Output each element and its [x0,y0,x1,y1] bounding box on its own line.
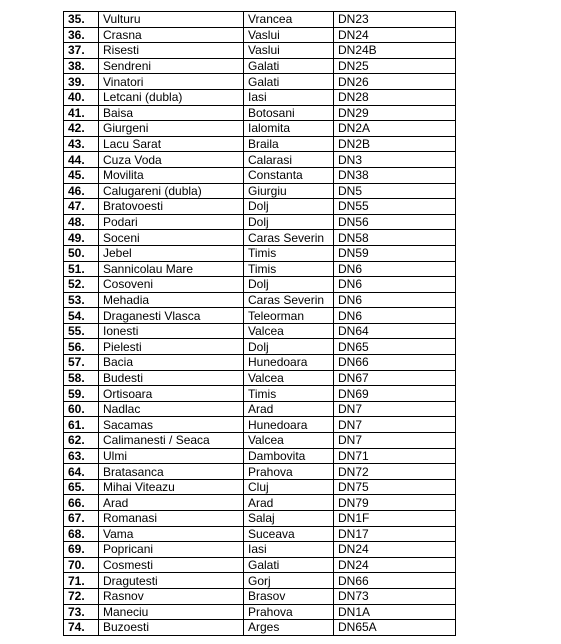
county-cell: Caras Severin [244,230,334,246]
road-cell: DN6 [334,292,456,308]
table-row [64,43,456,59]
locality-cell: Bratovoesti [99,199,244,215]
table-row [64,370,456,386]
locality-cell: Vinatori [99,74,244,90]
locality-cell: Dragutesti [99,573,244,589]
county-cell: Timis [244,245,334,261]
locality-cell: Budesti [99,370,244,386]
county-cell: Calarasi [244,152,334,168]
row-number-cell: 64. [64,464,99,480]
road-cell: DN3 [334,152,456,168]
table-row [64,245,456,261]
row-number-cell: 68. [64,526,99,542]
road-cell: DN58 [334,230,456,246]
locality-cell: Romanasi [99,511,244,527]
row-number-cell: 54. [64,308,99,324]
table-row [64,292,456,308]
locality-cell: Podari [99,214,244,230]
road-cell: DN23 [334,12,456,28]
table-row [64,339,456,355]
county-cell: Valcea [244,433,334,449]
row-number-cell: 58. [64,370,99,386]
county-cell: Galati [244,74,334,90]
row-number-cell: 71. [64,573,99,589]
table-row [64,323,456,339]
row-number-cell: 53. [64,292,99,308]
table-row [64,183,456,199]
table-row [64,464,456,480]
road-cell: DN29 [334,105,456,121]
row-number-cell: 52. [64,277,99,293]
row-number-cell: 74. [64,620,99,636]
table-row [64,308,456,324]
table-row [64,588,456,604]
row-number-cell: 73. [64,604,99,620]
locality-cell: Lacu Sarat [99,136,244,152]
county-cell: Timis [244,261,334,277]
locality-cell: Ionesti [99,323,244,339]
row-number-cell: 57. [64,355,99,371]
county-cell: Valcea [244,370,334,386]
road-cell: DN17 [334,526,456,542]
table-row [64,167,456,183]
table-row [64,199,456,215]
county-cell: Brasov [244,588,334,604]
row-number-cell: 65. [64,479,99,495]
road-cell: DN75 [334,479,456,495]
row-number-cell: 35. [64,12,99,28]
table-row [64,542,456,558]
row-number-cell: 50. [64,245,99,261]
locality-cell: Movilita [99,167,244,183]
road-cell: DN2B [334,136,456,152]
table-row [64,121,456,137]
road-cell: DN24 [334,557,456,573]
locality-cell: Vama [99,526,244,542]
row-number-cell: 45. [64,167,99,183]
locality-cell: Maneciu [99,604,244,620]
road-cell: DN66 [334,573,456,589]
row-number-cell: 49. [64,230,99,246]
table-row [64,74,456,90]
road-cell: DN72 [334,464,456,480]
row-number-cell: 61. [64,417,99,433]
county-cell: Vrancea [244,12,334,28]
locality-cell: Ortisoara [99,386,244,402]
row-number-cell: 51. [64,261,99,277]
table-row [64,417,456,433]
locality-cell: Buzoesti [99,620,244,636]
locality-cell: Pielesti [99,339,244,355]
table-row [64,604,456,620]
county-cell: Caras Severin [244,292,334,308]
road-cell: DN7 [334,401,456,417]
table-row [64,511,456,527]
table-body [64,12,456,636]
row-number-cell: 66. [64,495,99,511]
table-row [64,401,456,417]
county-cell: Botosani [244,105,334,121]
county-cell: Vaslui [244,43,334,59]
table-row [64,58,456,74]
row-number-cell: 42. [64,121,99,137]
locality-cell: Soceni [99,230,244,246]
road-cell: DN24B [334,43,456,59]
county-cell: Dolj [244,214,334,230]
road-cell: DN64 [334,323,456,339]
locality-cell: Cuza Voda [99,152,244,168]
county-cell: Vaslui [244,27,334,43]
row-number-cell: 59. [64,386,99,402]
locality-cell: Crasna [99,27,244,43]
road-cell: DN69 [334,386,456,402]
table-row [64,277,456,293]
county-cell: Prahova [244,604,334,620]
locality-cell: Jebel [99,245,244,261]
road-cell: DN5 [334,183,456,199]
table-row [64,89,456,105]
road-cell: DN28 [334,89,456,105]
road-cell: DN6 [334,277,456,293]
row-number-cell: 47. [64,199,99,215]
row-number-cell: 70. [64,557,99,573]
table-row [64,136,456,152]
county-cell: Galati [244,58,334,74]
road-cell: DN79 [334,495,456,511]
road-cell: DN7 [334,417,456,433]
county-cell: Suceava [244,526,334,542]
data-table [63,11,456,636]
road-cell: DN6 [334,308,456,324]
table-row [64,386,456,402]
road-cell: DN24 [334,542,456,558]
road-cell: DN73 [334,588,456,604]
road-cell: DN24 [334,27,456,43]
road-cell: DN66 [334,355,456,371]
road-cell: DN65A [334,620,456,636]
row-number-cell: 46. [64,183,99,199]
table-row [64,355,456,371]
road-cell: DN1F [334,511,456,527]
locality-cell: Sacamas [99,417,244,433]
county-cell: Braila [244,136,334,152]
table-row [64,27,456,43]
row-number-cell: 36. [64,27,99,43]
row-number-cell: 41. [64,105,99,121]
road-cell: DN65 [334,339,456,355]
county-cell: Ialomita [244,121,334,137]
table-row [64,495,456,511]
locality-cell: Popricani [99,542,244,558]
locality-cell: Calugareni (dubla) [99,183,244,199]
county-cell: Arad [244,495,334,511]
row-number-cell: 69. [64,542,99,558]
county-cell: Salaj [244,511,334,527]
locality-cell: Vulturu [99,12,244,28]
row-number-cell: 63. [64,448,99,464]
county-cell: Iasi [244,542,334,558]
table-row [64,573,456,589]
locality-cell: Sendreni [99,58,244,74]
row-number-cell: 37. [64,43,99,59]
county-cell: Valcea [244,323,334,339]
row-number-cell: 40. [64,89,99,105]
locality-cell: Arad [99,495,244,511]
county-cell: Hunedoara [244,417,334,433]
locality-cell: Ulmi [99,448,244,464]
road-cell: DN2A [334,121,456,137]
table-row [64,526,456,542]
table-row [64,620,456,636]
table-row [64,152,456,168]
county-cell: Timis [244,386,334,402]
row-number-cell: 38. [64,58,99,74]
row-number-cell: 44. [64,152,99,168]
row-number-cell: 72. [64,588,99,604]
table-row [64,214,456,230]
table-row [64,105,456,121]
road-cell: DN7 [334,433,456,449]
county-cell: Prahova [244,464,334,480]
row-number-cell: 55. [64,323,99,339]
table-row [64,230,456,246]
county-cell: Arges [244,620,334,636]
locality-cell: Giurgeni [99,121,244,137]
road-cell: DN67 [334,370,456,386]
row-number-cell: 56. [64,339,99,355]
locality-cell: Calimanesti / Seaca [99,433,244,449]
locality-cell: Nadlac [99,401,244,417]
road-cell: DN1A [334,604,456,620]
road-cell: DN6 [334,261,456,277]
county-cell: Hunedoara [244,355,334,371]
county-cell: Galati [244,557,334,573]
county-cell: Dolj [244,339,334,355]
locality-cell: Baisa [99,105,244,121]
row-number-cell: 67. [64,511,99,527]
county-cell: Teleorman [244,308,334,324]
locality-cell: Letcani (dubla) [99,89,244,105]
road-cell: DN56 [334,214,456,230]
locality-cell: Rasnov [99,588,244,604]
locality-cell: Draganesti Vlasca [99,308,244,324]
table-row [64,261,456,277]
table-row [64,557,456,573]
locality-cell: Risesti [99,43,244,59]
county-cell: Dolj [244,277,334,293]
road-cell: DN26 [334,74,456,90]
table-row [64,448,456,464]
locality-cell: Cosoveni [99,277,244,293]
row-number-cell: 48. [64,214,99,230]
county-cell: Arad [244,401,334,417]
row-number-cell: 39. [64,74,99,90]
row-number-cell: 60. [64,401,99,417]
locality-cell: Bacia [99,355,244,371]
county-cell: Cluj [244,479,334,495]
county-cell: Dolj [244,199,334,215]
road-cell: DN25 [334,58,456,74]
road-cell: DN71 [334,448,456,464]
county-cell: Dambovita [244,448,334,464]
road-cell: DN59 [334,245,456,261]
row-number-cell: 62. [64,433,99,449]
locality-cell: Mehadia [99,292,244,308]
road-cell: DN38 [334,167,456,183]
locality-cell: Sannicolau Mare [99,261,244,277]
county-cell: Giurgiu [244,183,334,199]
table-row [64,479,456,495]
county-cell: Gorj [244,573,334,589]
table-row [64,433,456,449]
locality-cell: Mihai Viteazu [99,479,244,495]
county-cell: Iasi [244,89,334,105]
road-cell: DN55 [334,199,456,215]
table-row [64,12,456,28]
row-number-cell: 43. [64,136,99,152]
locality-cell: Bratasanca [99,464,244,480]
county-cell: Constanta [244,167,334,183]
locality-cell: Cosmesti [99,557,244,573]
